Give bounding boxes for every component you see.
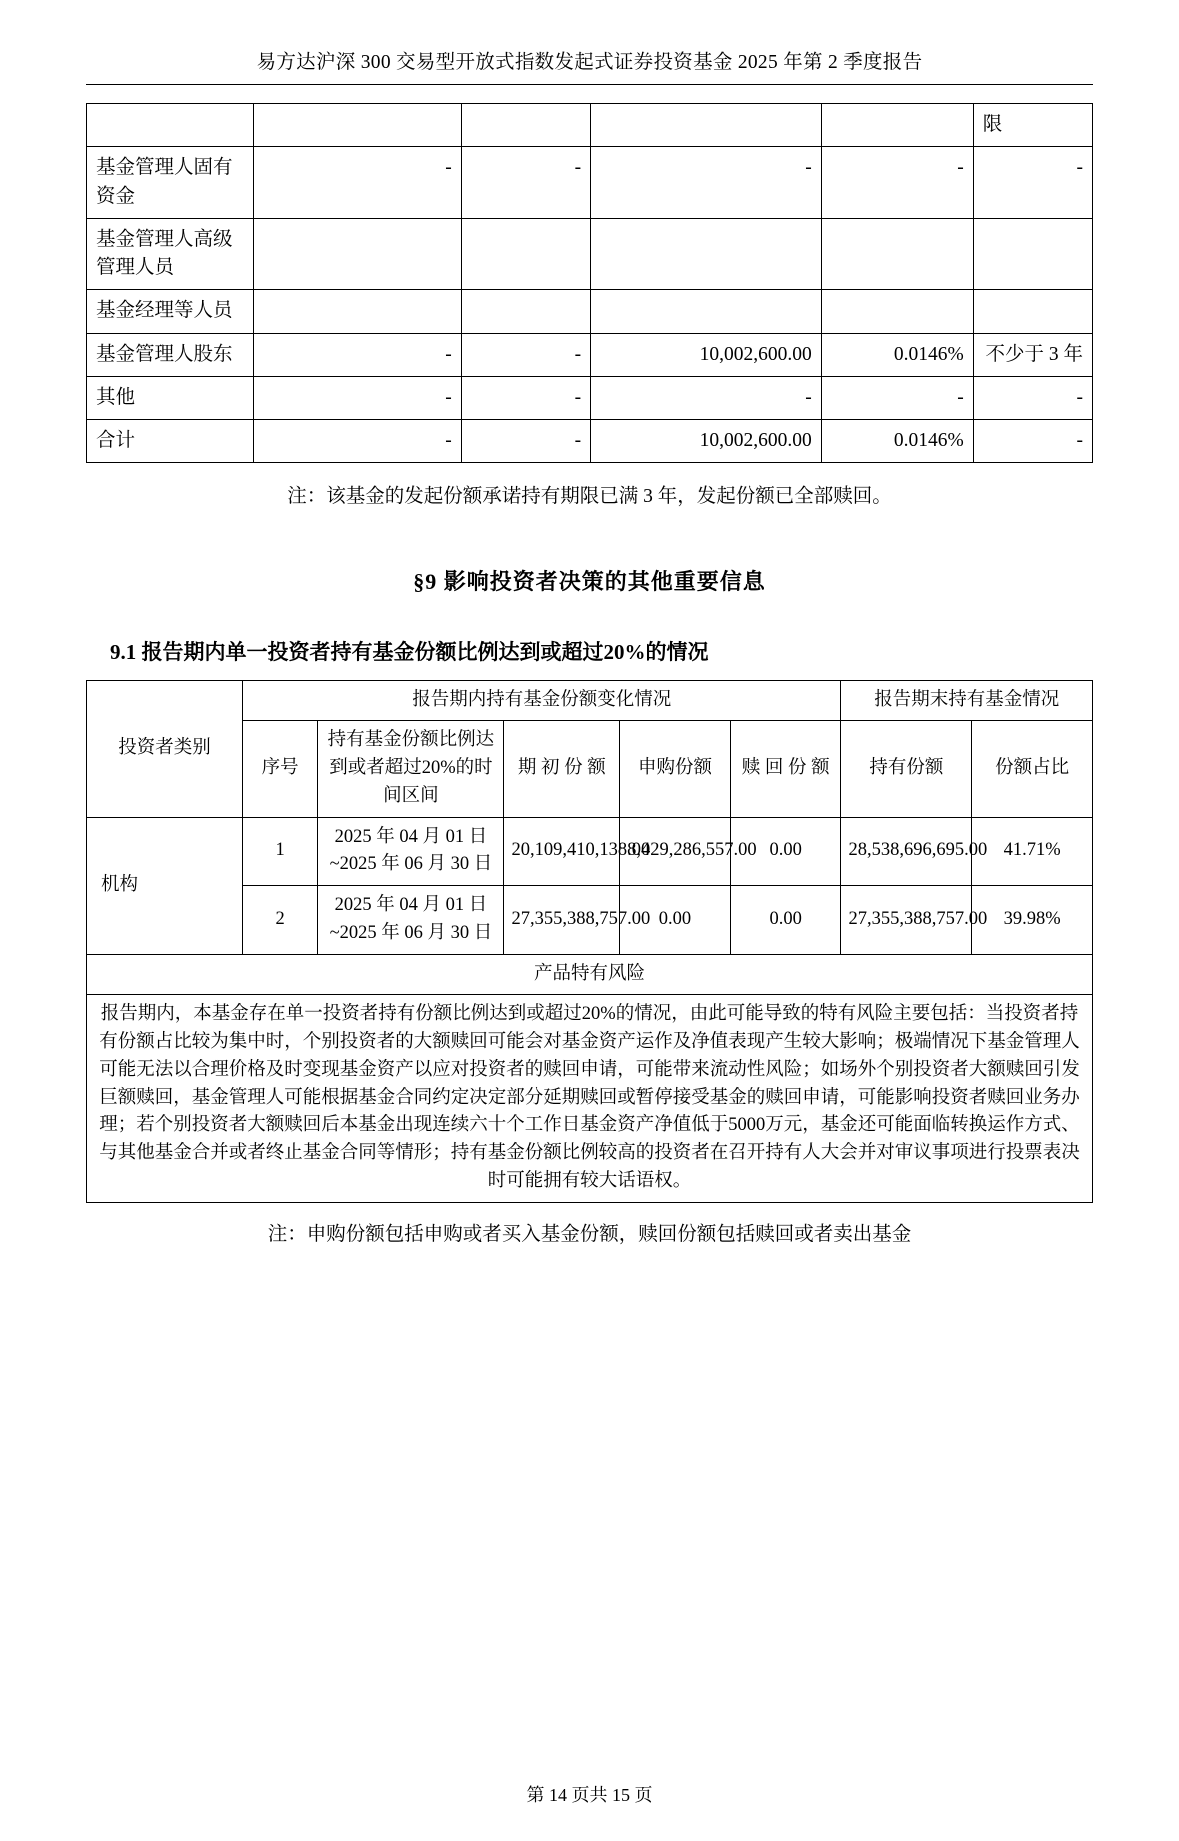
table-row xyxy=(87,817,1093,886)
risk-section-body xyxy=(87,995,1093,1202)
row-cell: 10,002,600.00 xyxy=(591,333,822,376)
row-cell: - xyxy=(253,376,461,419)
cell-redeem: 0.00 xyxy=(730,886,841,955)
row-cell: - xyxy=(821,376,973,419)
cell-ratio: 41.71% xyxy=(972,817,1093,886)
row-cell: - xyxy=(973,420,1092,463)
cell-hold-shares: 28,538,696,695.00 xyxy=(841,817,972,886)
row-cell: 不少于 3 年 xyxy=(973,333,1092,376)
row-label: 基金管理人固有资金 xyxy=(87,147,254,219)
cell-empty-4 xyxy=(591,104,822,147)
row-cell: - xyxy=(591,376,822,419)
row-label: 合计 xyxy=(87,420,254,463)
cell-limit-continuation: 限 xyxy=(973,104,1092,147)
row-cell: - xyxy=(253,147,461,219)
header-redeem: 赎 回 份 额 xyxy=(730,721,841,817)
page-footer: 第 14 页共 15 页 xyxy=(526,1785,653,1805)
header-hold-shares: 持有份额 xyxy=(841,721,972,817)
header-group-change: 报告期内持有基金份额变化情况 xyxy=(242,680,841,721)
cell-purchase: 8,429,286,557.00 xyxy=(620,817,731,886)
cell-period: 2025 年 04 月 01 日~2025 年 06 月 30 日 xyxy=(318,817,504,886)
header-ratio: 份额占比 xyxy=(972,721,1093,817)
cell-hold-shares: 27,355,388,757.00 xyxy=(841,886,972,955)
row-cell: - xyxy=(973,147,1092,219)
row-label: 基金经理等人员 xyxy=(87,290,254,333)
table-row xyxy=(87,954,1093,995)
row-cell: 0.0146% xyxy=(821,333,973,376)
table-row xyxy=(87,420,1093,463)
header-purchase: 申购份额 xyxy=(620,721,731,817)
cell-empty-2 xyxy=(253,104,461,147)
table-row xyxy=(87,333,1093,376)
cell-ratio: 39.98% xyxy=(972,886,1093,955)
row-cell: - xyxy=(591,147,822,219)
row-label: 其他 xyxy=(87,376,254,419)
row-label: 基金管理人股东 xyxy=(87,333,254,376)
row-cell: - xyxy=(461,376,590,419)
risk-paragraph: 报告期内，本基金存在单一投资者持有份额比例达到或超过20%的情况，由此可能导致的特有风险主要包括：当投资者持有份额占比较为集中时，个别投资者的大额赎回可能会对基金资产运作及净值表现产生较大影响；极端情况下基金管理人可能无法以合理价格及时变现基金资产以应对投资者的赎回申请，可能带来流动性风险；如场外个别投资者大额赎回引发巨额赎回，基金管理人可能根据基金合同约定决定部分延期赎回或暂停接受基金的赎回申请，可能影响投资者赎回业务办理；若个别投资者大额赎回后本基金出现连续六十个工作日基金资产净值低于5000万元，基金还可能面临转换运作方式、与其他基金合并或者终止基金合同等情形；持有基金份额比例较高的投资者在召开持有人大会并对审议事项进行投票表决时可能拥有较大话语权。 xyxy=(99,1004,1080,1191)
row-label: 基金管理人高级管理人员 xyxy=(87,218,254,290)
risk-section-header: 产品特有风险 xyxy=(87,954,1093,995)
table-row xyxy=(87,218,1093,290)
cell-empty-5 xyxy=(821,104,973,147)
table-row xyxy=(87,104,1093,147)
row-cell: 0.0146% xyxy=(821,420,973,463)
cell-begin-shares: 20,109,410,138.00 xyxy=(504,817,620,886)
header-investor-type: 投资者类别 xyxy=(87,680,243,817)
row-cell xyxy=(591,290,822,333)
header-period: 持有基金份额比例达到或者超过20%的时间区间 xyxy=(318,721,504,817)
section-title: §9 影响投资者决策的其他重要信息 xyxy=(413,568,766,594)
subsection-title: 9.1 报告期内单一投资者持有基金份额比例达到或超过20%的情况 xyxy=(110,639,709,664)
row-cell xyxy=(461,218,590,290)
cell-seq: 2 xyxy=(242,886,317,955)
cell-period: 2025 年 04 月 01 日~2025 年 06 月 30 日 xyxy=(318,886,504,955)
row-cell xyxy=(821,218,973,290)
row-cell xyxy=(821,290,973,333)
header-group-end: 报告期末持有基金情况 xyxy=(841,680,1093,721)
table-row xyxy=(87,290,1093,333)
table-row xyxy=(87,147,1093,219)
founder-shares-note: 注：该基金的发起份额承诺持有期限已满 3 年，发起份额已全部赎回。 xyxy=(287,486,892,508)
page-header: 易方达沪深 300 交易型开放式指数发起式证券投资基金 2025 年第 2 季度报告 xyxy=(86,46,1093,85)
header-begin-shares: 期 初 份 额 xyxy=(504,721,620,817)
row-cell: 10,002,600.00 xyxy=(591,420,822,463)
row-cell xyxy=(591,218,822,290)
row-cell: - xyxy=(253,420,461,463)
cell-redeem: 0.00 xyxy=(730,817,841,886)
row-cell: - xyxy=(253,333,461,376)
cell-begin-shares: 27,355,388,757.00 xyxy=(504,886,620,955)
row-cell: - xyxy=(461,333,590,376)
row-cell: - xyxy=(821,147,973,219)
row-cell: - xyxy=(973,376,1092,419)
cell-empty-1 xyxy=(87,104,254,147)
cell-purchase: 0.00 xyxy=(620,886,731,955)
cell-seq: 1 xyxy=(242,817,317,886)
table-row xyxy=(87,376,1093,419)
row-cell xyxy=(253,290,461,333)
cell-investor-type: 机构 xyxy=(87,817,243,954)
table-header-row xyxy=(87,680,1093,721)
cell-empty-3 xyxy=(461,104,590,147)
large-investor-note: 注：申购份额包括申购或者买入基金份额，赎回份额包括赎回或者卖出基金 xyxy=(267,1223,912,1245)
header-seq: 序号 xyxy=(242,721,317,817)
row-cell xyxy=(973,290,1092,333)
row-cell xyxy=(461,290,590,333)
founder-shares-table xyxy=(86,103,1093,463)
large-investor-table xyxy=(86,680,1093,1203)
row-cell: - xyxy=(461,147,590,219)
row-cell: - xyxy=(461,420,590,463)
row-cell xyxy=(973,218,1092,290)
row-cell xyxy=(253,218,461,290)
table-row xyxy=(87,995,1093,1202)
